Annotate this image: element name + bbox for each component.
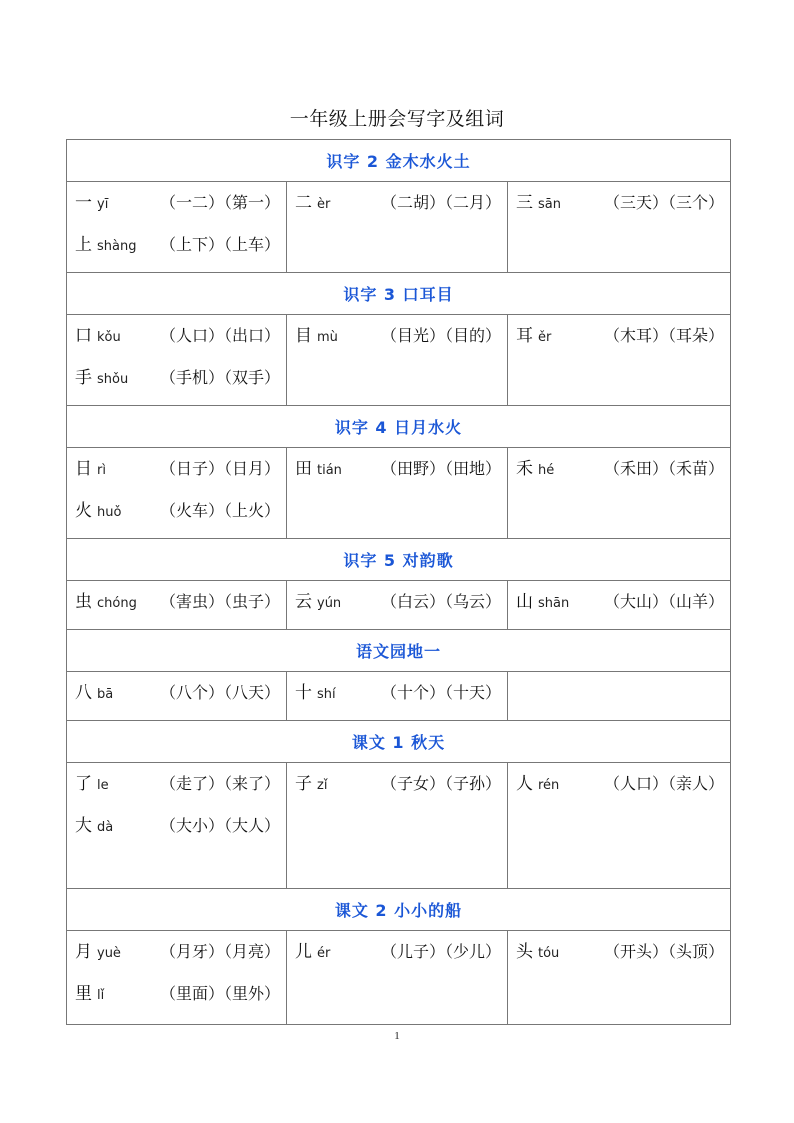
character-cell (508, 315, 731, 406)
word-group: （二胡）（二月） (380, 193, 501, 212)
pinyin: chóng (97, 596, 137, 611)
page-title: 一年级上册会写字及组词 (289, 108, 505, 130)
section-content-row (67, 182, 731, 273)
character-entry (75, 454, 280, 496)
section-header-row (67, 630, 731, 672)
character-entry (295, 587, 501, 629)
character-entry (295, 454, 501, 496)
character-cell (287, 448, 508, 539)
pinyin: rì (97, 463, 106, 478)
character-entry (75, 188, 280, 230)
character-entry (516, 937, 724, 979)
character-entry (516, 769, 724, 811)
character: 八 (75, 683, 92, 703)
word-group: （大山）（山羊） (604, 592, 725, 611)
section-header-row (67, 273, 731, 315)
section-header-row (67, 889, 731, 931)
section-header-row (67, 406, 731, 448)
character: 月 (75, 942, 92, 962)
character-cell (67, 182, 287, 273)
character-entry (295, 678, 501, 720)
section-content-row (67, 931, 731, 1025)
character-cell (287, 581, 508, 630)
word-group: （大小）（大人） (159, 816, 280, 835)
character-cell (508, 581, 731, 630)
word-group: （儿子）（少儿） (380, 942, 501, 961)
character-cell (287, 931, 508, 1025)
character-cell (508, 672, 731, 721)
character-cell (287, 763, 508, 889)
section-heading: 课文 1 秋天 (67, 721, 731, 763)
character-entry (295, 769, 501, 811)
pinyin: tián (317, 463, 342, 478)
character-entry (75, 587, 280, 629)
section-heading: 识字 4 日月水火 (67, 406, 731, 448)
character-entry (75, 496, 280, 538)
word-group: （上下）（上车） (159, 235, 280, 254)
character-entry (75, 321, 280, 363)
character: 耳 (516, 326, 533, 346)
character: 了 (75, 774, 92, 794)
character-entry (75, 937, 280, 979)
word-group: （白云）（乌云） (380, 592, 501, 611)
character-cell (508, 448, 731, 539)
character-cell (67, 315, 287, 406)
character-entry (75, 979, 280, 1021)
pinyin: shàng (97, 239, 137, 254)
character: 子 (295, 774, 312, 794)
section-content-row (67, 672, 731, 721)
character-cell (67, 581, 287, 630)
character-entry (295, 188, 501, 230)
character-cell (67, 448, 287, 539)
pinyin: zǐ (317, 778, 328, 793)
pinyin: hé (538, 463, 555, 478)
pinyin: rén (538, 778, 560, 793)
pinyin: èr (317, 197, 331, 212)
word-group: （子女）（子孙） (380, 774, 501, 793)
character-cell (508, 763, 731, 889)
character-cell (287, 672, 508, 721)
word-group: （人口）（亲人） (604, 774, 725, 793)
word-group: （八个）（八天） (159, 683, 280, 702)
section-heading: 语文园地一 (67, 630, 731, 672)
pinyin: tóu (538, 946, 560, 961)
section-heading: 识字 2 金木水火土 (67, 140, 731, 182)
character: 口 (75, 326, 92, 346)
pinyin: kǒu (97, 330, 121, 345)
section-heading: 识字 5 对韵歌 (67, 539, 731, 581)
character: 大 (75, 816, 92, 836)
pinyin: shí (317, 687, 336, 702)
character-entry (516, 587, 724, 629)
pinyin: sān (538, 197, 561, 212)
character-entry (295, 321, 501, 363)
section-heading: 课文 2 小小的船 (67, 889, 731, 931)
section-content-row (67, 581, 731, 630)
character-entry (75, 230, 280, 272)
character: 目 (295, 326, 312, 346)
section-header-row (67, 721, 731, 763)
character: 头 (516, 942, 533, 962)
word-group: （禾田）（禾苗） (604, 459, 725, 478)
character: 日 (75, 459, 92, 479)
section-content-row (67, 763, 731, 889)
pinyin: shān (538, 596, 570, 611)
word-group: （日子）（日月） (159, 459, 280, 478)
character: 里 (75, 984, 92, 1004)
character: 火 (75, 501, 92, 521)
character-cell (508, 931, 731, 1025)
word-group: （三天）（三个） (604, 193, 725, 212)
pinyin: yún (317, 596, 342, 611)
character-entry (75, 811, 280, 853)
word-group: （火车）（上火） (159, 501, 280, 520)
pinyin: huǒ (97, 505, 122, 520)
vocabulary-table (66, 139, 731, 1025)
character-cell (67, 931, 287, 1025)
character-entry (516, 188, 724, 230)
word-group: （人口）（出口） (159, 326, 280, 345)
word-group: （月牙）（月亮） (159, 942, 280, 961)
character-entry (516, 321, 724, 363)
character-entry (75, 678, 280, 720)
pinyin: ěr (538, 330, 552, 345)
character: 一 (75, 193, 92, 213)
section-header-row (67, 539, 731, 581)
character-entry (75, 769, 280, 811)
character: 虫 (75, 592, 92, 612)
character-cell (67, 672, 287, 721)
word-group: （走了）（来了） (159, 774, 280, 793)
pinyin: yī (97, 197, 109, 212)
character: 十 (295, 683, 312, 703)
character: 上 (75, 235, 92, 255)
character: 山 (516, 592, 533, 612)
character-cell (287, 182, 508, 273)
pinyin: lǐ (97, 988, 105, 1003)
word-group: （田野）（田地） (380, 459, 501, 478)
character-cell (287, 315, 508, 406)
character: 三 (516, 193, 533, 213)
word-group: （木耳）（耳朵） (604, 326, 725, 345)
character-entry (295, 937, 501, 979)
page-number: 1 (394, 1030, 400, 1042)
character: 手 (75, 368, 92, 388)
character: 云 (295, 592, 312, 612)
word-group: （害虫）（虫子） (159, 592, 280, 611)
character: 二 (295, 193, 312, 213)
section-heading: 识字 3 口耳目 (67, 273, 731, 315)
pinyin: mù (317, 330, 338, 345)
character-entry (516, 454, 724, 496)
character-entry (75, 363, 280, 405)
word-group: （手机）（双手） (159, 368, 280, 387)
pinyin: dà (97, 820, 114, 835)
word-group: （十个）（十天） (380, 683, 501, 702)
character-cell (508, 182, 731, 273)
word-group: （里面）（里外） (159, 984, 280, 1003)
character: 人 (516, 774, 533, 794)
pinyin: yuè (97, 946, 121, 961)
character: 儿 (295, 942, 312, 962)
section-header-row (67, 140, 731, 182)
section-content-row (67, 448, 731, 539)
word-group: （目光）（目的） (380, 326, 501, 345)
character: 禾 (516, 459, 533, 479)
word-group: （一二）（第一） (159, 193, 280, 212)
pinyin: bā (97, 687, 114, 702)
word-group: （开头）（头顶） (604, 942, 725, 961)
pinyin: ér (317, 946, 331, 961)
character-cell (67, 763, 287, 889)
pinyin: le (97, 778, 109, 793)
character: 田 (295, 459, 312, 479)
pinyin: shǒu (97, 372, 129, 387)
section-content-row (67, 315, 731, 406)
